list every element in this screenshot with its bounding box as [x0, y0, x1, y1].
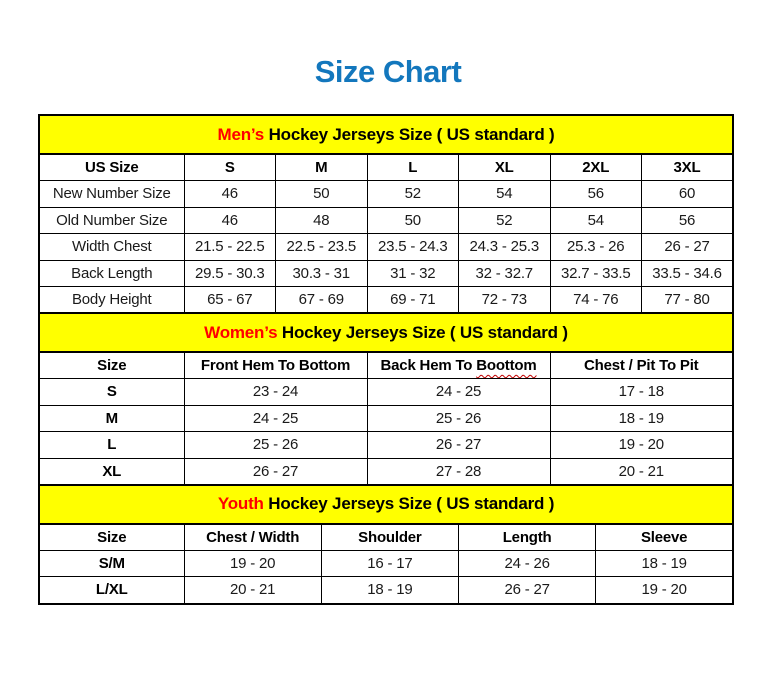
mens-cell: 67 - 69: [276, 287, 368, 314]
youth-column-header: Length: [459, 524, 596, 551]
womens-cell: 24 - 25: [184, 405, 367, 432]
mens-cell: 50: [367, 207, 459, 234]
youth-column-header: Chest / Width: [184, 524, 321, 551]
youth-title-rest: Hockey Jerseys Size ( US standard ): [263, 494, 555, 513]
youth-cell: 26 - 27: [459, 577, 596, 604]
youth-column-header: Size: [39, 524, 184, 551]
table-row: [39, 577, 733, 604]
youth-title-highlight: Youth: [217, 494, 264, 513]
misspelling-squiggle: Boottom: [476, 357, 537, 374]
youth-cell: 19 - 20: [184, 550, 321, 577]
mens-cell: 72 - 73: [459, 287, 551, 314]
row-label: New Number Size: [39, 181, 184, 208]
youth-cell: 20 - 21: [184, 577, 321, 604]
mens-cell: 52: [367, 181, 459, 208]
youth-cell: 19 - 20: [596, 577, 733, 604]
row-label: Width Chest: [39, 234, 184, 261]
womens-cell: 25 - 26: [184, 432, 367, 459]
row-label: Back Length: [39, 260, 184, 287]
row-label: L: [39, 432, 184, 459]
mens-column-header: US Size: [39, 154, 184, 181]
mens-section-title: [39, 115, 733, 154]
mens-column-header: L: [367, 154, 459, 181]
table-row: [39, 458, 733, 485]
mens-cell: 69 - 71: [367, 287, 459, 314]
womens-cell: 26 - 27: [184, 458, 367, 485]
row-label: L/XL: [39, 577, 184, 604]
table-row: [39, 379, 733, 406]
table-row: [39, 234, 733, 261]
youth-cell: 18 - 19: [596, 550, 733, 577]
mens-size-table: [38, 114, 734, 315]
mens-cell: 24.3 - 25.3: [459, 234, 551, 261]
youth-column-header: Sleeve: [596, 524, 733, 551]
womens-cell: 24 - 25: [367, 379, 550, 406]
youth-column-header-row: [39, 524, 733, 551]
youth-size-table: [38, 484, 734, 605]
womens-column-header: Front Hem To Bottom: [184, 352, 367, 379]
mens-cell: 22.5 - 23.5: [276, 234, 368, 261]
womens-cell: 18 - 19: [550, 405, 733, 432]
mens-cell: 46: [184, 207, 276, 234]
mens-column-header: M: [276, 154, 368, 181]
mens-title-rest: Hockey Jerseys Size ( US standard ): [264, 124, 555, 144]
mens-cell: 54: [459, 181, 551, 208]
youth-cell: 16 - 17: [321, 550, 458, 577]
mens-title-highlight: Men’s: [217, 124, 265, 144]
row-label: XL: [39, 458, 184, 485]
youth-section-header: [39, 485, 733, 524]
mens-cell: 32 - 32.7: [459, 260, 551, 287]
table-row: [39, 287, 733, 314]
womens-cell: 19 - 20: [550, 432, 733, 459]
mens-cell: 65 - 67: [184, 287, 276, 314]
row-label: Body Height: [39, 287, 184, 314]
size-tables: [38, 114, 734, 605]
page-title: Size Chart: [314, 54, 462, 89]
row-label: S: [39, 379, 184, 406]
mens-column-header: S: [184, 154, 276, 181]
womens-cell: 25 - 26: [367, 405, 550, 432]
table-row: [39, 432, 733, 459]
womens-cell: 17 - 18: [550, 379, 733, 406]
womens-cell: 23 - 24: [184, 379, 367, 406]
row-label: S/M: [39, 550, 184, 577]
womens-section-title: [39, 313, 733, 352]
mens-cell: 31 - 32: [367, 260, 459, 287]
womens-title-highlight: Women’s: [204, 322, 278, 342]
womens-column-header: Back Hem To Boottom: [367, 352, 550, 379]
mens-cell: 77 - 80: [642, 287, 734, 314]
womens-column-header: Chest / Pit To Pit: [550, 352, 733, 379]
mens-column-header-row: [39, 154, 733, 181]
mens-cell: 56: [550, 181, 642, 208]
mens-cell: 56: [642, 207, 734, 234]
youth-table-body: [39, 550, 733, 604]
mens-cell: 25.3 - 26: [550, 234, 642, 261]
mens-cell: 26 - 27: [642, 234, 734, 261]
mens-cell: 54: [550, 207, 642, 234]
womens-section-header: [39, 313, 733, 352]
youth-column-header: Shoulder: [321, 524, 458, 551]
womens-table-body: [39, 379, 733, 486]
table-row: [39, 260, 733, 287]
youth-cell: 24 - 26: [459, 550, 596, 577]
womens-title-rest: Hockey Jerseys Size ( US standard ): [277, 322, 568, 342]
mens-cell: 74 - 76: [550, 287, 642, 314]
mens-cell: 52: [459, 207, 551, 234]
youth-cell: 18 - 19: [321, 577, 458, 604]
youth-section-title: [39, 485, 733, 524]
mens-cell: 46: [184, 181, 276, 208]
mens-cell: 50: [276, 181, 368, 208]
table-row: [39, 181, 733, 208]
table-row: [39, 405, 733, 432]
mens-cell: 29.5 - 30.3: [184, 260, 276, 287]
mens-section-header: [39, 115, 733, 154]
mens-cell: 32.7 - 33.5: [550, 260, 642, 287]
mens-cell: 60: [642, 181, 734, 208]
mens-cell: 23.5 - 24.3: [367, 234, 459, 261]
womens-cell: 26 - 27: [367, 432, 550, 459]
womens-column-header: Size: [39, 352, 184, 379]
mens-cell: 33.5 - 34.6: [642, 260, 734, 287]
mens-cell: 21.5 - 22.5: [184, 234, 276, 261]
mens-table-body: [39, 181, 733, 314]
mens-column-header: XL: [459, 154, 551, 181]
mens-cell: 48: [276, 207, 368, 234]
womens-column-header-row: [39, 352, 733, 379]
table-row: [39, 207, 733, 234]
table-row: [39, 550, 733, 577]
womens-cell: 20 - 21: [550, 458, 733, 485]
mens-column-header: 3XL: [642, 154, 734, 181]
womens-size-table: [38, 312, 734, 486]
womens-cell: 27 - 28: [367, 458, 550, 485]
row-label: M: [39, 405, 184, 432]
row-label: Old Number Size: [39, 207, 184, 234]
mens-column-header: 2XL: [550, 154, 642, 181]
mens-cell: 30.3 - 31: [276, 260, 368, 287]
